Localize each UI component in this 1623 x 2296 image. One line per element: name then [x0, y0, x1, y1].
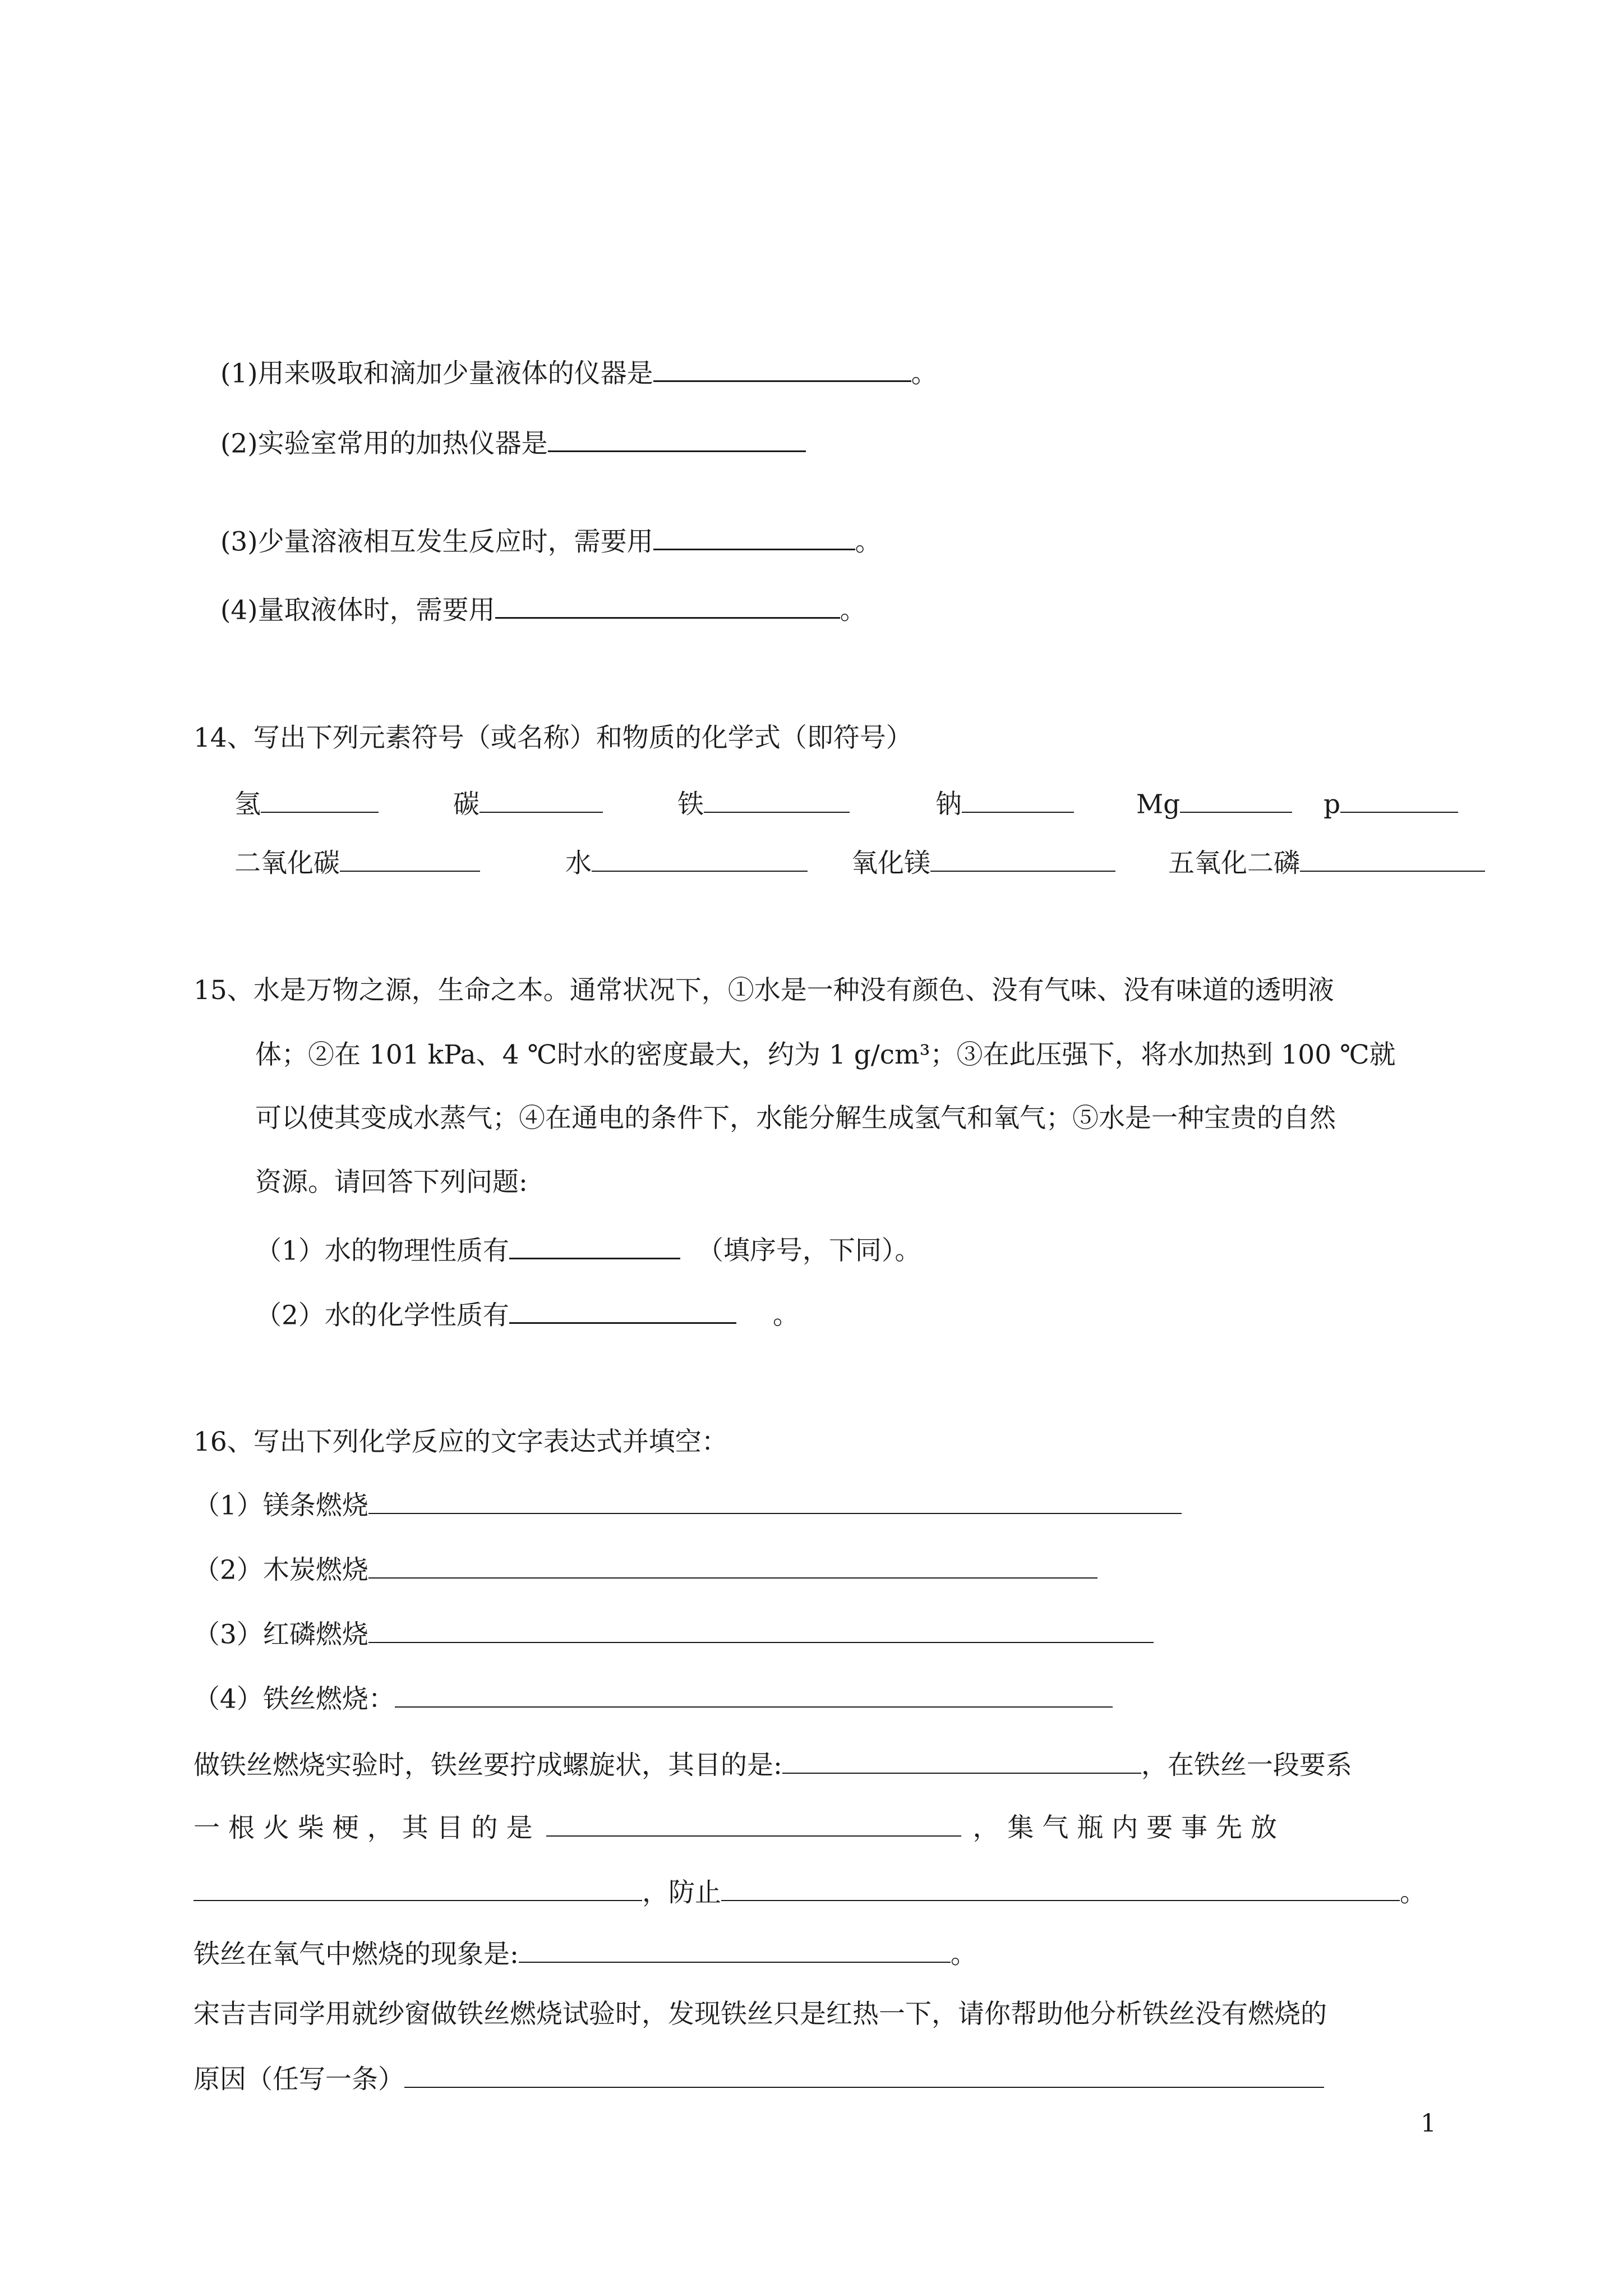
q16-item-1-blank[interactable] — [368, 1489, 1182, 1514]
q13-item-1-text: (1)用来吸取和滴加少量液体的仪器是 — [220, 358, 653, 389]
q14-p-label: p — [1324, 789, 1341, 820]
q16-item-4-label: （4）铁丝燃烧： — [193, 1683, 395, 1715]
q15-line-4: 资源。请回答下列问题: — [255, 1167, 528, 1198]
q14-magnesium-oxide-blank[interactable] — [930, 847, 1115, 872]
q15-sub-2 — [255, 1299, 799, 1330]
q16-item-1 — [193, 1489, 1182, 1520]
q14-mg — [1136, 788, 1292, 819]
q15-line-2: 体；②在 101 kPa、4 ℃时水的密度最大，约为 1 g/cm³；③在此压强下，将水加热到 100 ℃就 — [255, 1039, 1396, 1070]
q16-reason-text: 原因（任写一条） — [193, 2064, 404, 2095]
q14-iron-blank[interactable] — [704, 788, 850, 813]
q16-phenomenon-blank[interactable] — [519, 1938, 951, 1963]
q14-sodium-label: 钠 — [935, 789, 962, 820]
q14-hydrogen-blank[interactable] — [261, 788, 379, 813]
q14-sodium-blank[interactable] — [962, 788, 1074, 813]
q13-item-3-blank[interactable] — [653, 525, 855, 550]
q14-magnesium-oxide-label: 氧化镁 — [851, 848, 930, 879]
q14-water-label: 水 — [565, 848, 592, 879]
q16-paragraph-line-2 — [193, 1812, 1277, 1843]
q13-item-3-suffix: 。 — [855, 526, 882, 558]
q13-item-4-text: (4)量取液体时，需要用 — [220, 595, 495, 626]
q16-paragraph-line-5: 宋吉吉同学用就纱窗做铁丝燃烧试验时，发现铁丝只是红热一下，请你帮助他分析铁丝没有燃烧的 — [193, 1999, 1327, 2030]
q14-carbon — [453, 788, 603, 819]
q13-item-4-blank[interactable] — [495, 593, 840, 619]
q14-water-blank[interactable] — [592, 847, 808, 872]
q16-item-2 — [193, 1554, 1098, 1585]
q13-item-1 — [220, 357, 938, 388]
q16-match-text: ，在铁丝一段要系 — [1141, 1750, 1352, 1781]
q13-item-3 — [220, 525, 882, 556]
q14-hydrogen-label: 氢 — [234, 789, 261, 820]
q16-paragraph-line-1 — [193, 1749, 1352, 1780]
q16-phenomenon-suffix: 。 — [950, 1939, 977, 1970]
q13-item-1-blank[interactable] — [653, 357, 911, 382]
q16-paragraph-line-4 — [193, 1938, 977, 1969]
q14-p-blank[interactable] — [1340, 788, 1458, 813]
q13-item-2-text: (2)实验室常用的加热仪器是 — [220, 428, 548, 459]
q14-mg-blank[interactable] — [1180, 788, 1292, 813]
q16-item-1-label: （1）镁条燃烧 — [193, 1490, 368, 1521]
q14-iron — [677, 788, 850, 819]
q15-sub-1 — [255, 1234, 921, 1266]
q15-sub-2-text: （2）水的化学性质有 — [255, 1300, 509, 1331]
q16-purpose-spiral-blank[interactable] — [782, 1749, 1141, 1774]
q14-carbon-dioxide-label: 二氧化碳 — [234, 848, 340, 879]
q15-sub-1-blank[interactable] — [509, 1234, 680, 1259]
q15-sub-1-text: （1）水的物理性质有 — [255, 1235, 509, 1267]
q16-title: 16、写出下列化学反应的文字表达式并填空： — [193, 1427, 728, 1457]
q16-phenomenon-text: 铁丝在氧气中燃烧的现象是: — [193, 1939, 519, 1970]
q15-line-3: 可以使其变成水蒸气；④在通电的条件下，水能分解生成氢气和氧气；⑤水是一种宝贵的自然 — [255, 1103, 1336, 1134]
q16-reason-blank[interactable] — [404, 2063, 1324, 2088]
q14-mg-label: Mg — [1136, 789, 1181, 820]
q13-item-4-suffix: 。 — [840, 595, 866, 626]
q16-item-4 — [193, 1683, 1113, 1714]
q16-item-3-label: （3）红磷燃烧 — [193, 1619, 368, 1650]
q14-water — [565, 847, 808, 878]
q16-prevent-blank[interactable] — [721, 1876, 1400, 1901]
q16-match-purpose-blank[interactable] — [546, 1812, 961, 1837]
q16-paragraph-line-3 — [193, 1876, 1426, 1907]
q14-phosphorus-pentoxide-label: 五氧化二磷 — [1168, 848, 1300, 879]
q16-bottle-text: ， 集 气 瓶 内 要 事 先 放 — [972, 1812, 1277, 1844]
q14-carbon-dioxide-blank[interactable] — [340, 847, 480, 872]
q16-paragraph-line-6 — [193, 2063, 1324, 2094]
q16-prevent-text: ，防止 — [642, 1877, 721, 1908]
q13-item-2-blank[interactable] — [548, 427, 806, 452]
q14-carbon-dioxide — [234, 847, 480, 878]
q15-sub-1-suffix: （填序号，下同）。 — [697, 1235, 921, 1267]
q16-item-2-label: （2）木炭燃烧 — [193, 1554, 368, 1586]
q13-item-3-text: (3)少量溶液相互发生反应时，需要用 — [220, 526, 653, 558]
q13-item-2 — [220, 427, 806, 458]
q16-match-purpose-text: 一 根 火 柴 梗 ， 其 目 的 是 — [193, 1812, 533, 1844]
q14-sodium — [935, 788, 1074, 819]
q16-line-3-end: 。 — [1400, 1877, 1426, 1908]
q14-carbon-label: 碳 — [453, 789, 479, 820]
q14-phosphorus-pentoxide — [1168, 847, 1485, 878]
q14-iron-label: 铁 — [677, 789, 704, 820]
q16-item-4-blank[interactable] — [395, 1683, 1113, 1708]
q15-line-1: 15、水是万物之源，生命之本。通常状况下，①水是一种没有颜色、没有气味、没有味道的透明液 — [193, 975, 1334, 1006]
q16-purpose-spiral-text: 做铁丝燃烧实验时，铁丝要拧成螺旋状，其目的是: — [193, 1750, 782, 1781]
q14-hydrogen — [234, 788, 379, 819]
q14-p — [1324, 788, 1458, 819]
q13-item-1-suffix: 。 — [911, 358, 938, 389]
page-number: 1 — [1421, 2109, 1436, 2138]
q14-carbon-blank[interactable] — [479, 788, 603, 813]
q16-item-3 — [193, 1618, 1154, 1649]
q14-phosphorus-pentoxide-blank[interactable] — [1300, 847, 1485, 872]
q13-item-4 — [220, 593, 866, 625]
q15-sub-2-blank[interactable] — [509, 1299, 736, 1324]
q14-title: 14、写出下列元素符号（或名称）和物质的化学式（即符号） — [193, 723, 912, 753]
q15-sub-2-suffix: 。 — [772, 1300, 799, 1331]
q16-bottle-content-blank[interactable] — [193, 1876, 642, 1901]
q16-item-3-blank[interactable] — [368, 1618, 1154, 1643]
q16-item-2-blank[interactable] — [368, 1554, 1098, 1579]
q14-magnesium-oxide — [851, 847, 1115, 878]
